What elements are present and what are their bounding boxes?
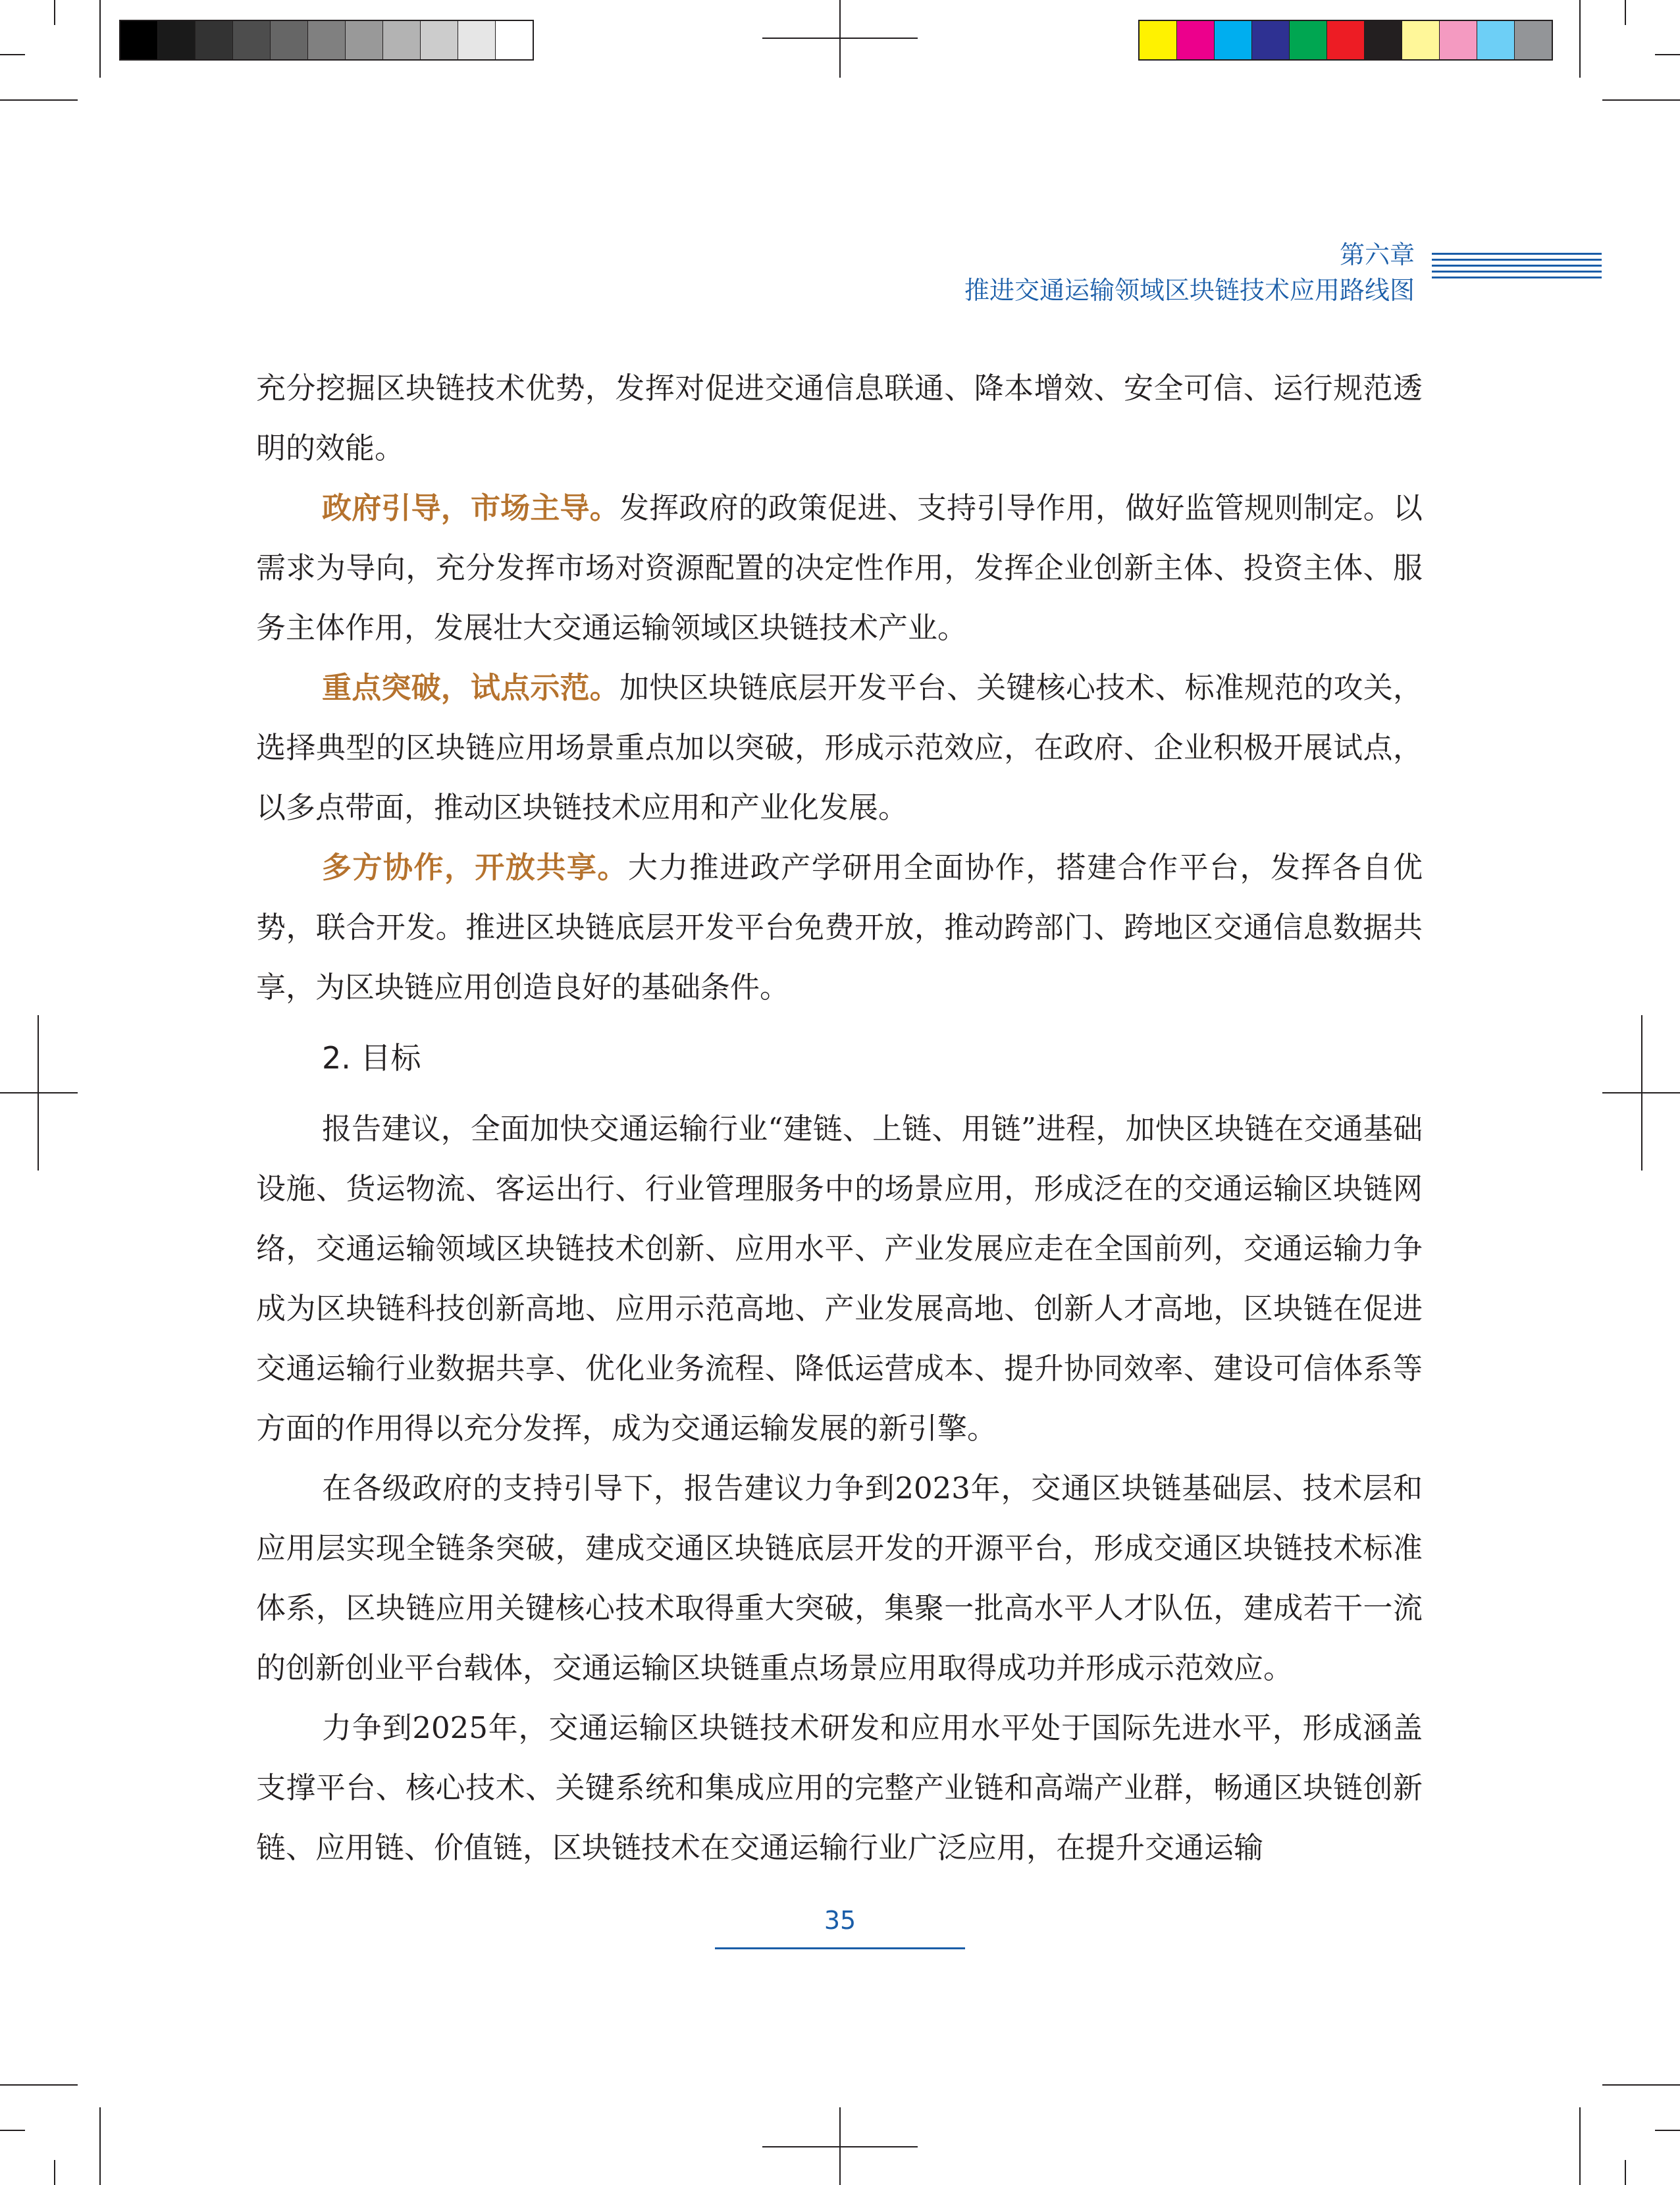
- gray-swatch: [495, 21, 533, 59]
- main-text: [256, 358, 1423, 1878]
- principle-paragraph: [256, 658, 1423, 837]
- gray-swatch: [270, 21, 307, 59]
- color-swatch: [1326, 21, 1364, 59]
- goal-paragraph: 力争到2025年，交通运输区块链技术研发和应用水平处于国际先进水平，形成涵盖支撑平台、核心技术、关键系统和集成应用的完整产业链和高端产业群，畅通区块链创新链、应用链、价值链，区块链技术在交通运输行业广泛应用，在提升交通运输: [256, 1710, 1423, 1865]
- color-swatch: [1402, 21, 1439, 59]
- gray-swatch: [307, 21, 345, 59]
- running-head: [964, 237, 1415, 308]
- color-swatch: [1251, 21, 1289, 59]
- principle-lead: 重点突破，试点示范。: [322, 670, 619, 705]
- gray-swatch: [345, 21, 382, 59]
- color-swatch: [1214, 21, 1251, 59]
- principle-paragraph: [256, 837, 1423, 1017]
- color-swatch: [1364, 21, 1402, 59]
- principle-paragraph: [256, 478, 1423, 658]
- section-heading: 2. 目标: [322, 1040, 421, 1076]
- gray-swatch: [420, 21, 458, 59]
- goal-paragraph: 在各级政府的支持引导下，报告建议力争到2023年，交通区块链基础层、技术层和应用层实现全链条突破，建成交通区块链底层开发的开源平台，形成交通区块链技术标准体系，区块链应用关键核心技术取得重大突破，集聚一批高水平人才队伍，建成若干一流的创新创业平台载体，交通运输区块链重点场景应用取得成功并形成示范效应。: [256, 1471, 1423, 1685]
- header-decorative-rules: [1432, 253, 1602, 282]
- goal-paragraph: 报告建议，全面加快交通运输行业“建链、上链、用链”进程，加快区块链在交通基础设施、货运物流、客运出行、行业管理服务中的场景应用，形成泛在的交通运输区块链网络，交通运输领域区块链技术创新、应用水平、产业发展应走在全国前列，交通运输力争成为区块链科技创新高地、应用示范高地、产业发展高地、创新人才高地，区块链在促进交通运输行业数据共享、优化业务流程、降低运营成本、提升协同效率、建设可信体系等方面的作用得以充分发挥，成为交通运输发展的新引擎。: [256, 1111, 1423, 1446]
- color-swatch: [1477, 21, 1514, 59]
- gray-calibration-strip: [119, 20, 534, 61]
- principle-lead: 多方协作，开放共享。: [322, 850, 628, 885]
- chapter-label: 第六章: [1339, 240, 1415, 269]
- gray-swatch: [382, 21, 420, 59]
- principle-text: 加快区块链底层开发平台、关键核心技术、标准规范的攻关，选择典型的区块链应用场景重点加以突破，形成示范效应，在政府、企业积极开展试点，以多点带面，推动区块链技术应用和产业化发展。: [256, 670, 1423, 825]
- gray-swatch: [458, 21, 495, 59]
- page-number-rule: [715, 1947, 965, 1949]
- page-number: 35: [824, 1906, 856, 1935]
- principle-lead: 政府引导，市场主导。: [322, 490, 619, 525]
- color-calibration-strip: [1138, 20, 1553, 61]
- color-swatch: [1514, 21, 1552, 59]
- paragraph-continued: 充分挖掘区块链技术优势，发挥对促进交通信息联通、降本增效、安全可信、运行规范透明的效能。: [256, 371, 1423, 465]
- gray-swatch: [232, 21, 270, 59]
- gray-swatch: [120, 21, 157, 59]
- principle-text: 发挥政府的政策促进、支持引导作用，做好监管规则制定。以需求为导向，充分发挥市场对资源配置的决定性作用，发挥企业创新主体、投资主体、服务主体作用，发展壮大交通运输领域区块链技术产业。: [256, 490, 1423, 645]
- principle-text: 大力推进政产学研用全面协作，搭建合作平台，发挥各自优势，联合开发。推进区块链底层开发平台免费开放，推动跨部门、跨地区交通信息数据共享，为区块链应用创造良好的基础条件。: [256, 850, 1423, 1005]
- gray-swatch: [195, 21, 232, 59]
- color-swatch: [1289, 21, 1326, 59]
- color-swatch: [1140, 21, 1176, 59]
- gray-swatch: [157, 21, 195, 59]
- color-swatch: [1439, 21, 1477, 59]
- chapter-title: 推进交通运输领域区块链技术应用路线图: [964, 276, 1415, 305]
- color-swatch: [1176, 21, 1214, 59]
